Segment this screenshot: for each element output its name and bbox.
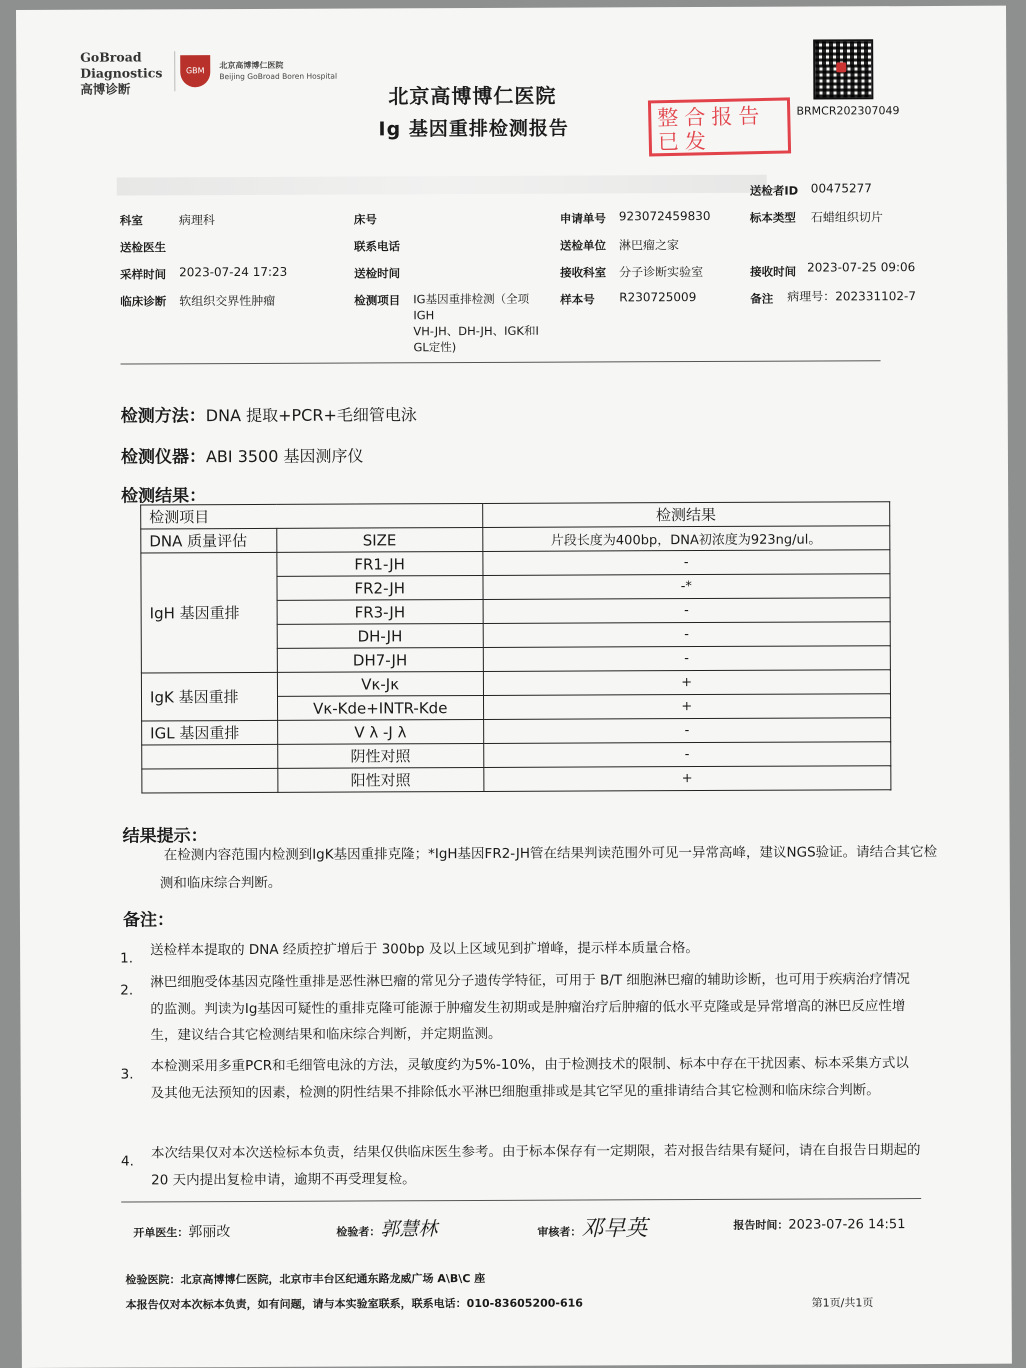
note-number: 4. (120, 1153, 134, 1170)
dna-result: 片段长度为400bp，DNA初浓度为923ng/ul。 (482, 526, 889, 552)
order-doctor-label: 开单医生： (133, 1226, 189, 1240)
item-line4: GL定性) (413, 340, 457, 355)
recv-time-label: 接收时间 (750, 264, 797, 279)
sample-no: R230725009 (619, 290, 697, 305)
notes-label: 备注： (122, 910, 175, 931)
table-row (141, 526, 890, 553)
qr-center-icon (836, 62, 846, 72)
method-value: DNA 提取+PCR+毛细管电泳 (205, 405, 417, 426)
pos-control-result: + (483, 766, 890, 792)
table-row (142, 742, 891, 769)
bed-label: 床号 (353, 212, 377, 227)
neg-control-result: - (483, 742, 890, 768)
send-time-label: 送检时间 (354, 266, 401, 281)
header-divider (121, 360, 881, 364)
apply-no-label: 申请单号 (559, 211, 606, 226)
unit-label: 送检单位 (560, 238, 607, 253)
method-row (121, 400, 417, 426)
disclaimer: 本报告仅对本次标本负责，如有问题，请与本实验室联系，联系电话：010-83605200-616 (125, 1296, 583, 1312)
logo-line1: GoBroad (80, 49, 142, 65)
recv-time: 2023-07-25 09:06 (807, 260, 916, 275)
specimen-type: 石蜡组织切片 (810, 210, 883, 225)
page-number: 第1页/共1页 (811, 1296, 874, 1310)
col-header-result: 检测结果 (482, 502, 889, 528)
logo-divider (174, 51, 175, 91)
order-doctor (133, 1221, 230, 1241)
report-paper (16, 6, 1012, 1368)
table-row (142, 718, 891, 745)
reviewer-signature: 邓早英 (581, 1216, 648, 1242)
tester (336, 1214, 437, 1241)
note-number: 1. (120, 950, 134, 967)
footer-divider (121, 1198, 921, 1202)
specimen-type-label: 标本类型 (749, 210, 796, 225)
igk-label: IgK 基因重排 (141, 672, 277, 721)
igh-result: -* (483, 574, 890, 600)
igh-label: IgH 基因重排 (141, 552, 277, 673)
hospital-address: 检验医院：北京高博博仁医院，北京市丰台区纪通东路龙威广场 A\B\C 座 (125, 1271, 486, 1287)
hospital-logo (180, 55, 337, 88)
reviewer (537, 1211, 647, 1242)
report-title: 北京高博博仁医院 (388, 83, 557, 109)
recv-dept-label: 接收科室 (560, 265, 607, 280)
igl-item: V λ -J λ (277, 719, 483, 744)
table-row (142, 766, 891, 793)
igh-item: FR2-JH (277, 575, 483, 600)
igk-item: Vκ-Jκ (277, 671, 483, 696)
note-item: 淋巴细胞受体基因克隆性重排是恶性淋巴瘤的常见分子遗传学特征，可用于 B/T 细胞淋巴瘤的辅助诊断，也可用于疾病治疗情况的监测。判读为Ig基因可疑性的重排克隆可能源于肿瘤发生初期或是肿瘤治疗后肿瘤的低水平克隆或是异常增高的淋巴反应性增生，建议结合其它检测结果和临床综合判断，并定期监测。 (150, 971, 910, 1044)
igh-item: DH-JH (277, 623, 483, 648)
sender-id: 00475277 (810, 181, 872, 196)
sample-no-label: 样本号 (560, 292, 595, 307)
table-row (141, 670, 890, 697)
doctor-label: 送检医生 (120, 240, 167, 255)
order-doctor-name: 郭丽改 (188, 1224, 231, 1241)
hint-text: 在检测内容范围内检测到IgK基因重排克隆；*IgH基因FR2-JH管在结果判读范围外可见一异常高峰，建议NGS验证。请结合其它检测和临床综合判断。 (159, 843, 938, 892)
note-item: 送检样本提取的 DNA 经质控扩增后于 300bp 及以上区域见到扩增峰，提示样本质量合格。 (150, 940, 699, 959)
report-time-value: 2023-07-26 14:51 (788, 1217, 906, 1233)
tester-signature: 郭慧林 (380, 1218, 438, 1241)
igl-label: IGL 基因重排 (142, 720, 278, 745)
item-value (413, 291, 539, 356)
hint-label: 结果提示： (122, 826, 208, 847)
red-stamp: 整合报告已发 (648, 97, 791, 156)
igh-item: FR1-JH (277, 551, 483, 576)
note-item: 本检测采用多重PCR和毛细管电泳的方法，灵敏度约为5%-10%，由于检测技术的限制、标本中存在干扰因素、标本采集方式以及其他无法预知的因素，检测的阴性结果不排除低水平淋巴细胞重排或是其它罕见的重排请结合其它检测和临床综合判断。 (150, 1055, 909, 1101)
dna-label: DNA 质量评估 (141, 528, 277, 553)
document-number: BRMCR202307049 (796, 104, 900, 118)
sender-id-label: 送检者ID (749, 183, 799, 198)
tester-label: 检验者： (336, 1225, 381, 1239)
phone-label: 联系电话 (354, 239, 401, 254)
igh-item: FR3-JH (277, 599, 483, 624)
instrument-row (121, 441, 364, 467)
col-header-item: 检测项目 (141, 503, 483, 528)
item-line1: IG基因重排检测（全项 (413, 291, 530, 307)
dept-label: 科室 (119, 213, 143, 228)
redacted-row (117, 175, 767, 196)
recv-dept: 分子诊断实验室 (619, 265, 704, 280)
neg-control-item: 阴性对照 (278, 743, 484, 768)
gobroad-logo (80, 49, 162, 97)
hospital-seal-icon: GBM (180, 55, 210, 87)
collect-time-label: 采样时间 (120, 267, 167, 282)
report-subtitle: Ig 基因重排检测报告 (378, 117, 569, 141)
item-line3: VH-JH、DH-JH、IGK和I (413, 323, 539, 339)
table-header-row (141, 502, 890, 529)
note-number: 3. (120, 1066, 134, 1083)
results-table (140, 501, 891, 793)
table-row (141, 550, 890, 577)
remark-value: 病理号：202331102-7 (787, 289, 916, 304)
dept-value: 病理科 (178, 213, 215, 228)
dna-item: SIZE (277, 527, 483, 552)
apply-no: 923072459830 (618, 208, 711, 224)
igh-result: - (483, 646, 890, 672)
igk-result: + (483, 670, 890, 696)
collect-time: 2023-07-24 17:23 (179, 264, 288, 280)
igk-result: + (483, 694, 890, 720)
report-time (733, 1213, 905, 1233)
igh-result: - (482, 550, 889, 576)
igl-result: - (483, 718, 890, 744)
reviewer-label: 审核者： (537, 1225, 582, 1239)
note-number: 2. (120, 982, 134, 999)
logo-line3: 高博诊断 (80, 81, 131, 97)
method-label: 检测方法： (120, 406, 206, 427)
report-time-label: 报告时间： (733, 1218, 789, 1232)
item-label: 检测项目 (354, 293, 401, 308)
item-line2: IGH (413, 308, 435, 323)
remark-label: 备注 (750, 291, 774, 306)
diagnosis-value: 软组织交界性肿瘤 (179, 293, 276, 309)
pos-control-item: 阳性对照 (278, 767, 484, 792)
note-item: 本次结果仅对本次送检标本负责，结果仅供临床医生参考。由于标本保存有一定期限，若对报告结果有疑问，请在自报告日期起的 20 天内提出复检申请，逾期不再受理复检。 (150, 1142, 921, 1188)
igk-item: Vκ-Kde+INTR-Kde (277, 695, 483, 720)
diagnosis-label: 临床诊断 (120, 294, 167, 309)
results-label: 检测结果： (121, 486, 207, 507)
igh-result: - (483, 622, 890, 648)
logo-line2: Diagnostics (80, 65, 163, 81)
unit-value: 淋巴瘤之家 (619, 238, 680, 253)
hospital-logo-en: Beijing GoBroad Boren Hospital (219, 71, 338, 82)
hospital-logo-cn: 北京高博博仁医院 (219, 60, 284, 71)
igh-result: - (483, 598, 890, 624)
igh-item: DH7-JH (277, 647, 483, 672)
instrument-value: ABI 3500 基因测序仪 (205, 446, 364, 467)
instrument-label: 检测仪器： (120, 447, 206, 468)
